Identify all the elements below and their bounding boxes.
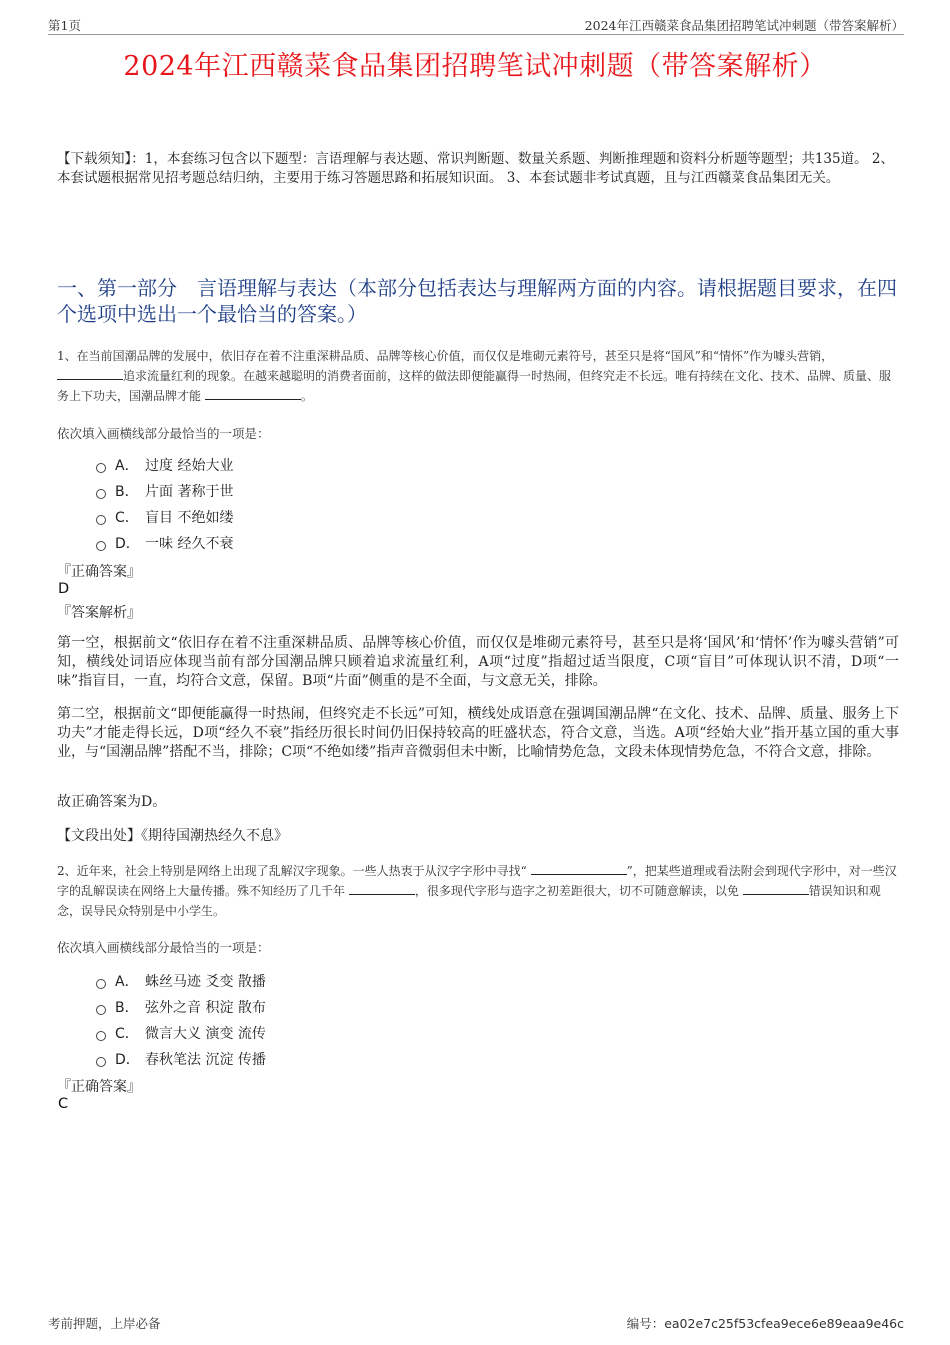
analysis-paragraph-2: 第二空，根据前文“即便能赢得一时热闹，但终究走不长远”可知，横线处成语意在强调国潮品牌“在文化、技术、品牌、质量、服务上下功夫”才能走得长远，D项“经久不衰”指经历很长时间仍旧保持较高的旺盛状态，符合文意，当选。A项“经始大业”指开基立国的重大事业，与“国潮品牌”搭配不当，排除；C项“不绝如缕”指声音微弱但未中断，比喻情势危急，文段未体现情势危急，不符合文意，排除。 [57,706,899,760]
page-header [48,14,904,35]
page-title: 2024年江西赣菜食品集团招聘笔试冲刺题（带答案解析） [123,51,827,82]
option-d[interactable]: D． 春秋笔法 沉淀 传播 [96,1046,266,1072]
option-d[interactable]: D． 一味 经久不衰 [96,530,233,556]
fill-blank [349,882,415,895]
page-number: 第1页 [48,18,81,33]
footer-slogan: 考前押题，上岸必备 [48,1316,161,1331]
question-1-text: 1、在当前国潮品牌的发展中，依旧存在着不注重深耕品质、品牌等核心价值，而仅仅是堆砌元素符号，甚至只是将“国风”和“情怀”作为噱头营销， 追求流量红利的现象。在越来越聪明的消费者面前，这样的做法即便能赢得一时热闹，但终究走不长远。唯有持续在文化、技术、品牌、质量、服务上下功夫，国潮品牌才能 。 [57,349,892,403]
option-a[interactable]: A． 过度 经始大业 [96,452,233,478]
question-2-text: 2、近年来，社会上特别是网络上出现了乱解汉字现象。一些人热衷于从汉字字形中寻找“ ”，把某些道理或看法附会到现代字形中，对一些汉字的乱解误读在网络上大量传播。殊不知经历了几千年 ，很多现代字形与造字之初差距很大，切不可随意解读，以免 错误知识和观念，误导民众特别是中小学生。 [57,864,897,918]
fill-blank [743,882,809,895]
option-c[interactable]: C． 微言大义 演变 流传 [96,1020,266,1046]
answer-value: C [58,1096,69,1112]
radio-icon[interactable] [96,541,106,551]
fill-blank [205,387,301,400]
radio-icon[interactable] [96,463,106,473]
header-doc-title: 2024年江西赣菜食品集团招聘笔试冲刺题（带答案解析） [584,18,904,33]
question-1-prompt: 依次填入画横线部分最恰当的一项是： [57,426,270,441]
radio-icon[interactable] [96,489,106,499]
analysis-conclusion: 故正确答案为D。 [57,794,167,810]
radio-icon[interactable] [96,979,106,989]
analysis-label: 『答案解析』 [57,605,141,621]
answer-label: 『正确答案』 [57,564,141,580]
download-notice: 【下载须知】：1，本套练习包含以下题型：言语理解与表达题、常识判断题、数量关系题、判断推理题和资料分析题等题型；共135道。 2、本套试题根据常见招考题总结归纳，主要用于练习答题思路和拓展知识面。 3、本套试题非考试真题，且与江西赣菜食品集团无关。 [57,151,894,186]
question-1-options [96,452,233,556]
radio-icon[interactable] [96,1005,106,1015]
answer-value: D [58,581,70,597]
fill-blank [57,367,123,380]
answer-label: 『正确答案』 [57,1079,141,1095]
radio-icon[interactable] [96,1057,106,1067]
option-c[interactable]: C． 盲目 不绝如缕 [96,504,233,530]
fill-blank [531,862,627,875]
radio-icon[interactable] [96,515,106,525]
page-footer [48,1314,904,1332]
option-a[interactable]: A． 蛛丝马迹 爻变 散播 [96,968,266,994]
question-2-options [96,968,266,1072]
option-b[interactable]: B． 弦外之音 积淀 散布 [96,994,266,1020]
analysis-paragraph-1: 第一空，根据前文“依旧存在着不注重深耕品质、品牌等核心价值，而仅仅是堆砌元素符号，甚至只是将‘国风’和‘情怀’作为噱头营销”可知，横线处词语应体现当前有部分国潮品牌只顾着追求流量红利，A项“过度”指超过适当限度，C项“盲目”可体现认识不清，D项“一味”指盲目，一直，均符合文意，保留。B项“片面”侧重的是不全面，与文意无关，排除。 [57,635,899,689]
radio-icon[interactable] [96,1031,106,1041]
document-code: 编号：ea02e7c25f53cfea9ece6e89eaa9e46c [626,1316,904,1331]
option-b[interactable]: B． 片面 著称于世 [96,478,233,504]
section-title: 一、第一部分 言语理解与表达（本部分包括表达与理解两方面的内容。请根据题目要求，在四个选项中选出一个最恰当的答案。） [57,276,897,326]
source-note: 【文段出处】《期待国潮热经久不息》 [57,828,288,844]
question-2-prompt: 依次填入画横线部分最恰当的一项是： [57,940,270,955]
